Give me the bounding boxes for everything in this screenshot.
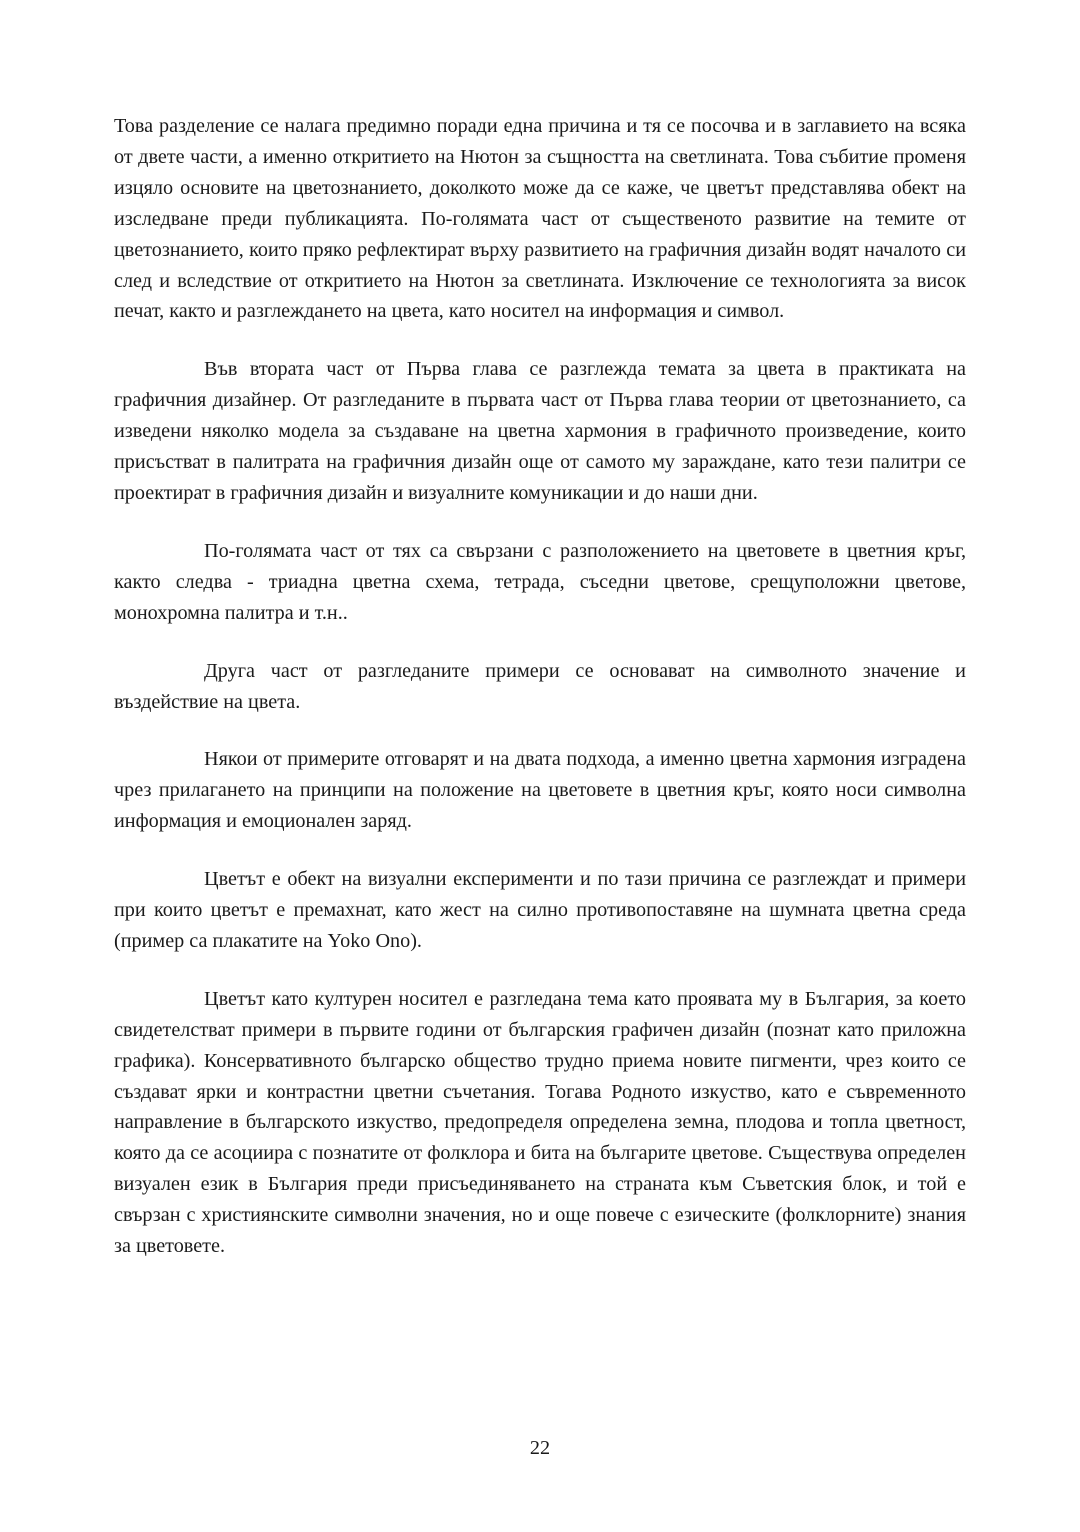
paragraph-7: Цветът като културен носител е разгледана тема като проявата му в България, за което свидетелстват примери в първите години от българския графичен дизайн (познат като приложна графика). Консервативното българско общество трудно приема новите пигменти, чрез които се създават ярки и контрастни цветни съчетания. Тогава Родното изкуство, като е съвременното направление в българското изкуство, предопределя определена земна, плодова и топла цветност, която да се асоциира с познатите от фолклора и бита на българите цветове. Съществува определен визуален език в България преди присъединяването на страната към Съветския блок, и той е свързан с християнските символни значения, но и още повече с езическите (фолклорните) знания за цветовете. (114, 987, 966, 1258)
paragraph-6: Цветът е обект на визуални експерименти и по тази причина се разглеждат и примери при които цветът е премахнат, като жест на силно противопоставяне на шумната цветна среда (пример са плакатите на Yoko Ono). (114, 868, 966, 952)
paragraph-1: Това разделение се налага предимно поради една причина и тя се посочва и в заглавието на всяка от двете части, а именно откритието на Нютон за същността на светлината. Това събитие променя изцяло основите на цветознанието, доколкото може да се каже, че цветът представлява обект на изследване преди публикацията. По-голямата част от същественото развитие на темите от цветознанието, които пряко рефлектират върху развитието на графичния дизайн водят началото си след и вследствие от откритието на Нютон за светлината. Изключение се технологията за висок печат, както и разглеждането на цвета, като носител на информация и символ. (114, 115, 966, 323)
paragraph-3: По-голямата част от тях са свързани с разположението на цветовете в цветния кръг, както следва - триадна цветна схема, тетрада, съседни цветове, срещуположни цветове, монохромна палитра и т.н.. (114, 539, 966, 624)
document-body (114, 111, 966, 1262)
paragraph-5: Някои от примерите отговарят и на двата подхода, а именно цветна хармония изградена чрез прилагането на принципи на положение на цветовете в цветния кръг, която носи символна информация и емоционален заряд. (114, 748, 966, 833)
paragraph-2: Във втората част от Първа глава се разглежда темата за цвета в практиката на графичния дизайнер. От разгледаните в първата част от Първа глава теории от цветознанието, са изведени няколко модела за създаване на цветна хармония в графичното произведение, които присъстват в палитрата на графичния дизайн още от самото му зараждане, като тези палитри се проектират в графичния дизайн и визуалните комуникации и до наши дни. (114, 358, 966, 504)
page-number: 22 (529, 1437, 551, 1459)
paragraph-4: Друга част от разгледаните примери се основават на символното значение и въздействие на цвета. (114, 659, 966, 713)
